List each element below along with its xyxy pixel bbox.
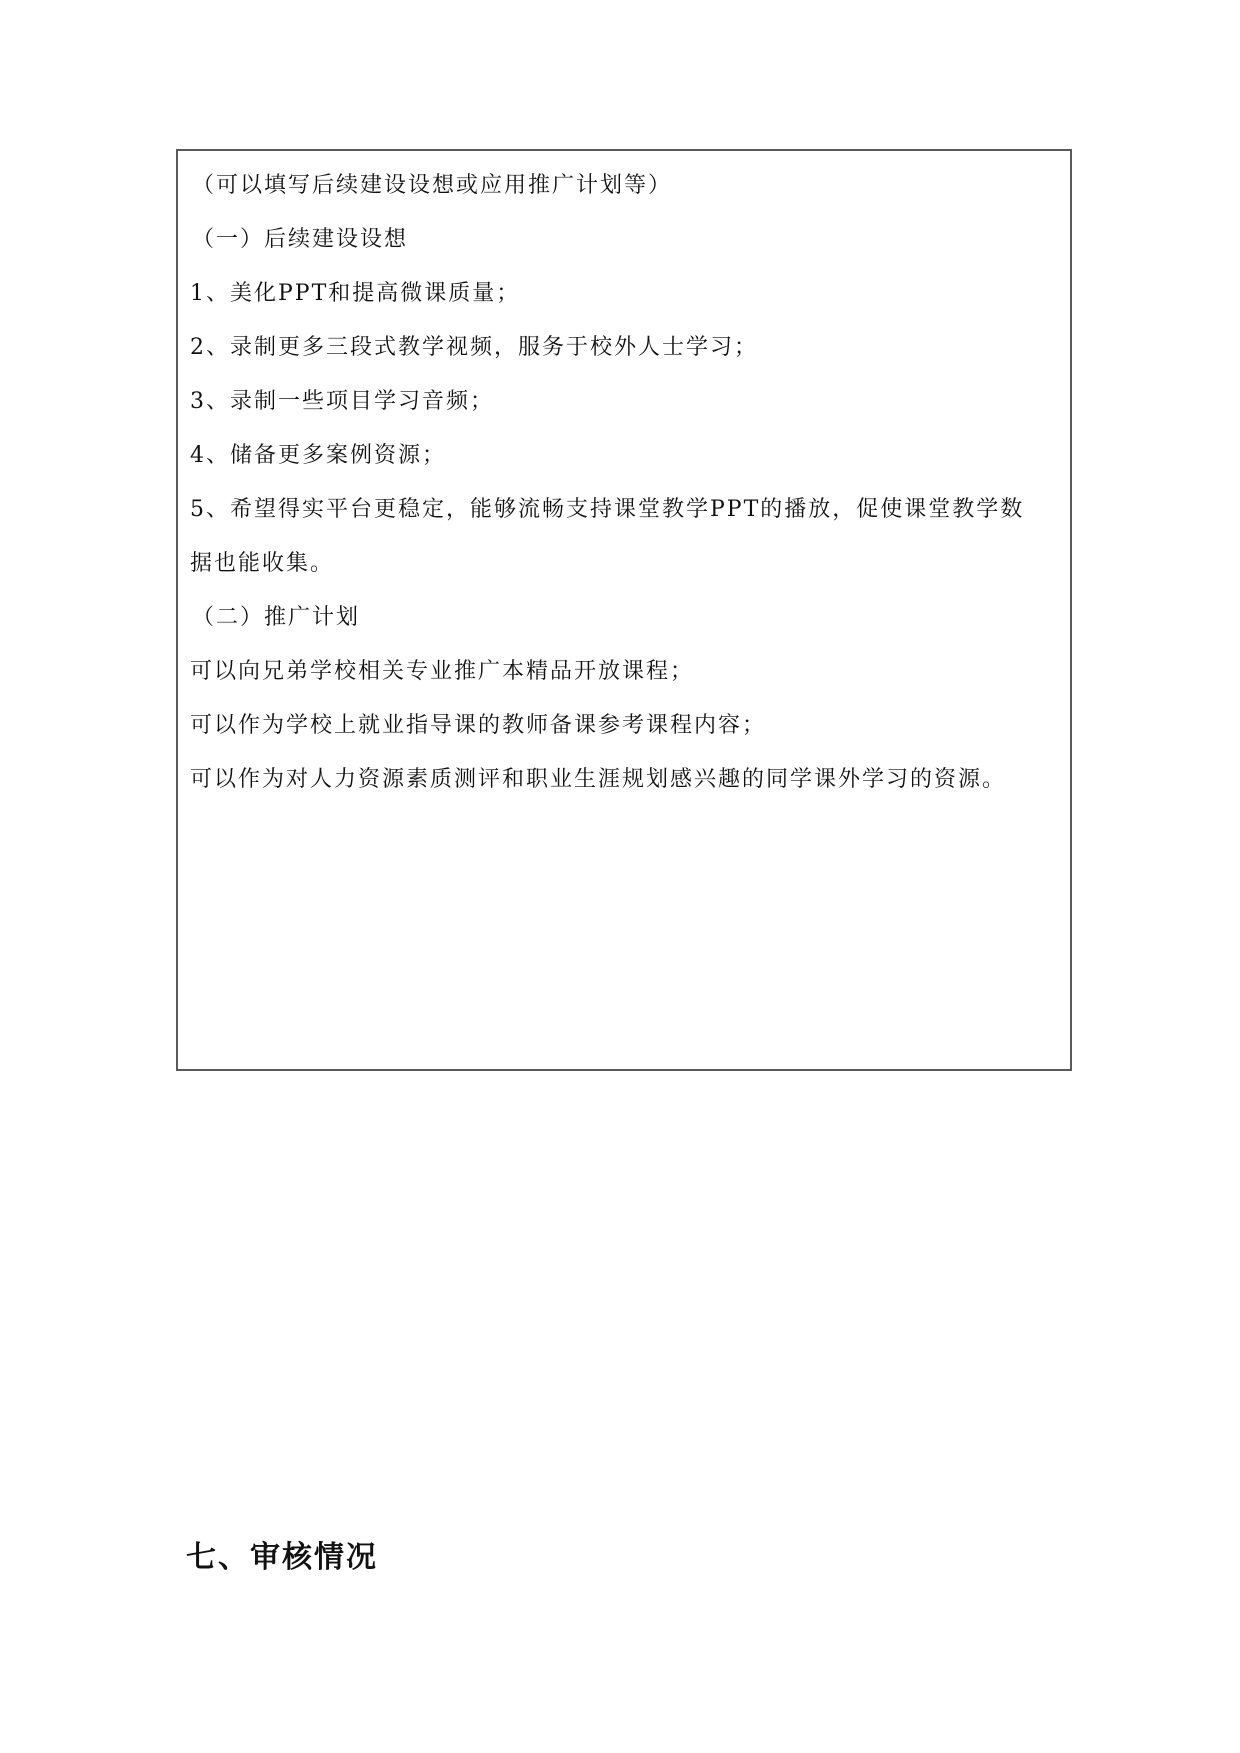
construction-item-5-continued: 据也能收集。 bbox=[190, 551, 335, 576]
construction-item-3: 3、录制一些项目学习音频； bbox=[190, 389, 494, 414]
box-hint: （可以填写后续建设设想或应用推广计划等） bbox=[192, 173, 673, 198]
promotion-plan-1: 可以向兄弟学校相关专业推广本精品开放课程； bbox=[190, 659, 695, 684]
subsection-title-promotion: （二）推广计划 bbox=[192, 605, 361, 630]
promotion-plan-2: 可以作为学校上就业指导课的教师备课参考课程内容； bbox=[190, 713, 767, 738]
promotion-plan-3: 可以作为对人力资源素质测评和职业生涯规划感兴趣的同学课外学习的资源。 bbox=[190, 767, 1007, 792]
plan-text-box bbox=[176, 149, 1072, 1071]
construction-item-2: 2、录制更多三段式教学视频，服务于校外人士学习； bbox=[190, 335, 758, 360]
construction-item-4: 4、储备更多案例资源； bbox=[190, 443, 446, 468]
section-title-review: 七、审核情况 bbox=[186, 1540, 378, 1575]
construction-item-5: 5、希望得实平台更稳定，能够流畅支持课堂教学PPT的播放，促使课堂教学数 bbox=[190, 497, 1025, 522]
construction-item-1: 1、美化PPT和提高微课质量； bbox=[190, 281, 521, 306]
subsection-title-construction: （一）后续建设设想 bbox=[192, 227, 409, 252]
